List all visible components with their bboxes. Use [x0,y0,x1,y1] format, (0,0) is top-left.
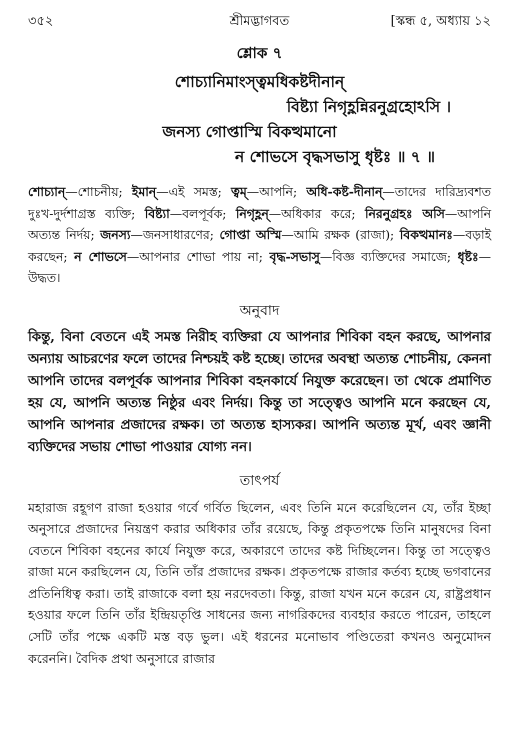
verse-block [28,42,491,169]
synonym-word: বিকত্থমানঃ [399,227,453,242]
synonym-meaning: —আপনি; [246,184,307,199]
synonyms-paragraph [28,181,491,289]
synonym-word: ন শোভসে [74,248,127,264]
synonym-meaning: —আপনার শোভা পায় না; [126,248,270,264]
verse-line: ন শোভসে বৃদ্ধসভাসু ধৃষ্টঃ ॥ ৭ ॥ [235,147,435,166]
synonym-meaning: —বলপূর্বক; [169,205,236,221]
verse-line: বিষ্ট্যা নিগৃহ্ণন্নিরনুগ্রহোঽসি । [286,97,451,116]
section-label: [স্কন্ধ ৫, অধ্যায় ১২ [390,14,491,29]
synonym-meaning: —বড়াই করছেন; [28,227,492,264]
purport-heading: তাৎপর্য [239,472,280,489]
synonym-meaning: —আপনি অত্যন্ত নির্দয়; [28,205,492,242]
synonym-meaning: —জনসাধারণের; [130,227,220,242]
synonym-meaning: —আমি রক্ষক (রাজা); [281,227,400,242]
synonym-word: গোপ্তা অস্মি [219,227,282,242]
synonym-word: ইমান্ [131,184,157,199]
synonym-word: নিরনুগ্রহঃ অসি [364,205,445,221]
synonym-word: অধি-কষ্ট-দীনান্ [306,184,383,199]
page-number: ৩৫২ [28,14,54,29]
synonym-meaning: —তাদের দারিদ্র্যবশত দুঃখ-দুর্দশাগ্রস্ত ব্যক্তি; [28,184,491,221]
translation-heading: অনুবাদ [239,302,280,319]
synonym-word: বৃদ্ধ-সভাসু [269,248,320,264]
synonym-meaning: —অধিকার করে; [268,205,365,221]
page-header [28,6,491,32]
synonym-meaning: —বিজ্ঞ ব্যক্তিদের সমাজে; [319,248,458,264]
synonym-word: শোচ্যান্ [28,184,66,199]
synonym-meaning: —উদ্ধত। [28,248,491,285]
verse-number: শ্লোক ৭ [236,44,283,62]
synonym-word: ধৃষ্টঃ [457,248,479,264]
verse-line: জনস্য গোপ্তাস্মি বিকত্থমানো [162,122,337,141]
synonym-word: নিগৃহ্ণন্ [235,205,269,221]
synonym-meaning: —এই সমস্ত; [156,184,232,199]
synonym-word: ত্বম্ [231,184,247,199]
synonym-meaning: —শোচনীয়; [65,184,132,199]
translation-paragraph: কিন্তু, বিনা বেতনে এই সমস্ত নিরীহ ব্যক্তিরা যে আপনার শিবিকা বহন করছে, আপনার অন্যায় আচরণের ফলে তাদের নিশ্চয়ই কষ্ট হচ্ছে। তাদের অবস্থা অত্যন্ত শোচনীয়, কেননা আপনি তাদের বলপূর্বক আপনার শিবিকা বহনকার্যে নিযুক্ত করেছেন। তা থেকে প্রমাণিত হয় যে, আপনি অত্যন্ত নিষ্ঠুর এবং নির্দয়। কিন্তু তা সত্ত্বেও আপনি মনে করছেন যে, আপনি আপনার প্রজাদের রক্ষক। তা অত্যন্ত হাস্যকর। আপনি অত্যন্ত মূর্খ, এবং জ্ঞানী ব্যক্তিদের সভায় শোভা পাওয়ার যোগ্য নন। [28,329,491,455]
verse-line: শোচ্যানিমাংস্ত্বমধিকষ্টদীনান্ [174,72,345,91]
purport-paragraph: মহারাজ রহূগণ রাজা হওয়ার গর্বে গর্বিত ছিলেন, এবং তিনি মনে করেছিলেন যে, তাঁর ইচ্ছা অনুসারে প্রজাদের নিয়ন্ত্রণ করার অধিকার তাঁর রয়েছে, কিন্তু প্রকৃতপক্ষে তিনি মানুষদের বিনা বেতনে শিবিকা বহনের কার্যে নিযুক্ত করে, অকারণে তাদের কষ্ট দিচ্ছিলেন। কিন্তু তা সত্ত্বেও রাজা মনে করছিলেন যে, তিনি তাঁর প্রজাদের রক্ষক। প্রকৃতপক্ষে রাজার কর্তব্য হচ্ছে ভগবানের প্রতিনিধিত্ব করা। তাই রাজাকে বলা হয় নরদেবতা। কিন্তু, রাজা যখন মনে করেন যে, রাষ্ট্রপ্রধান হওয়ার ফলে তিনি তাঁর ইন্দ্রিয়তৃপ্তি সাধনের জন্য নাগরিকদের ব্যবহার করতে পারেন, তাহলে সেটি তাঁর পক্ষে একটি মস্ত বড় ভুল। এই ধরনের মনোভাব পণ্ডিতেরা কখনও অনুমোদন করেননি। বৈদিক প্রথা অনুসারে রাজার [28,499,491,666]
synonym-word: জনস্য [100,227,131,242]
book-title: শ্রীমদ্ভাগবত [229,14,290,29]
synonym-word: বিষ্ট্যা [144,205,170,221]
